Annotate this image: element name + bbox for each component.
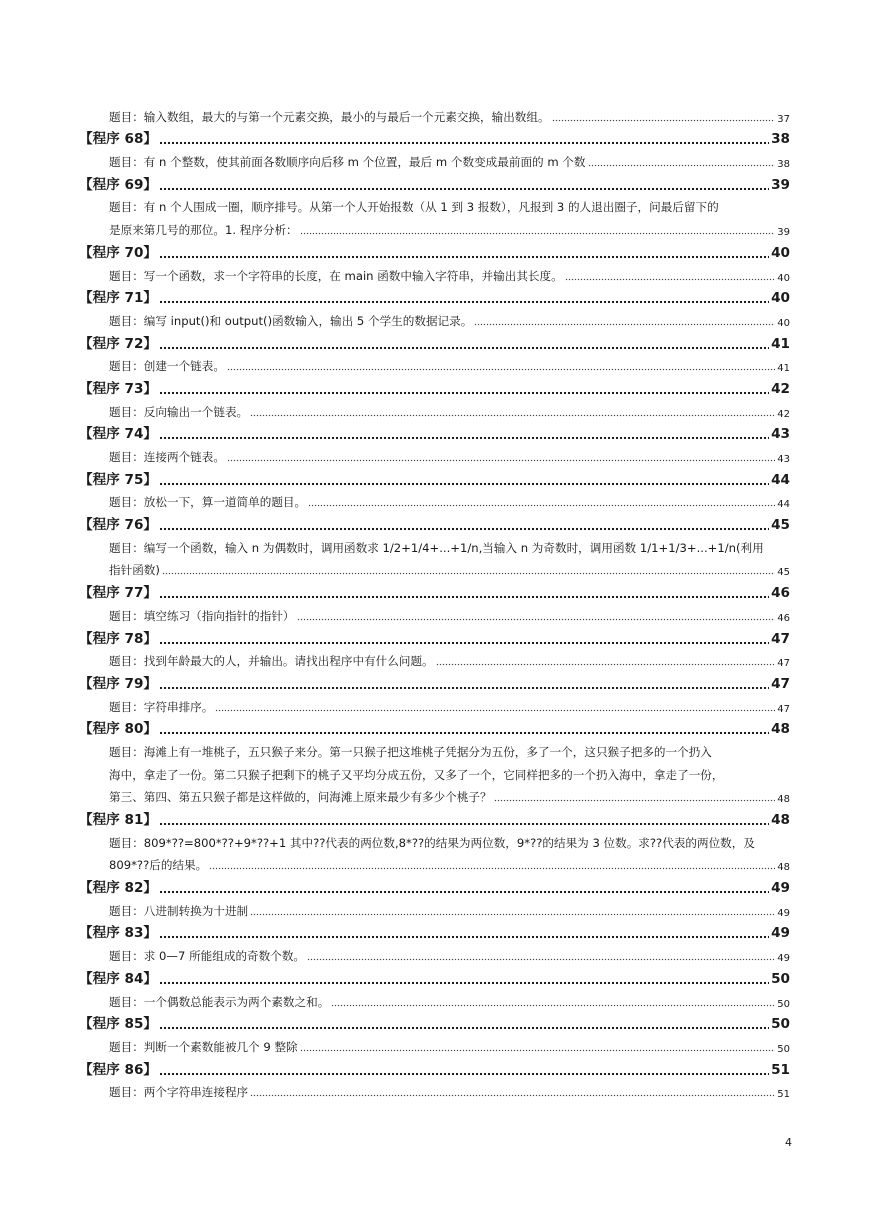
toc-entry-text: 题目：求 0—7 所能组成的奇数个数。 <box>109 949 306 964</box>
dot-leader <box>308 504 775 507</box>
toc-entry[interactable] <box>109 558 790 581</box>
toc-entry[interactable] <box>109 1034 790 1057</box>
toc-page-number: 49 <box>771 925 790 942</box>
toc-page-number: 47 <box>771 675 790 692</box>
dot-leader <box>474 323 775 326</box>
dot-leader <box>250 913 775 916</box>
toc-page-number: 46 <box>771 585 790 602</box>
toc-entry[interactable] <box>109 898 790 921</box>
toc-entry-text: 题目：有 n 个人围成一圈，顺序排号。从第一个人开始报数（从 1 到 3 报数），凡报到 3 的人退出圈子，问最后留下的 <box>109 200 719 215</box>
toc-entry[interactable] <box>109 149 790 172</box>
toc-heading-label: 【程序 70】 <box>79 244 158 261</box>
toc-page-number: 38 <box>771 131 790 148</box>
dot-leader <box>588 164 776 167</box>
dot-leader <box>159 482 769 486</box>
dot-leader <box>307 958 775 961</box>
dot-leader <box>250 414 775 417</box>
dot-leader <box>331 1004 775 1007</box>
toc-heading[interactable] <box>79 1012 790 1035</box>
toc-entry[interactable] <box>109 739 790 762</box>
toc-entry-text: 题目：判断一个素数能被几个 9 整除 <box>109 1039 298 1054</box>
toc-heading-label: 【程序 79】 <box>79 675 158 692</box>
toc-heading[interactable] <box>79 626 790 649</box>
toc-entry[interactable] <box>109 217 790 240</box>
toc-page-number: 49 <box>777 907 790 919</box>
dot-leader <box>159 641 769 645</box>
toc-heading-label: 【程序 80】 <box>79 721 158 738</box>
toc-heading[interactable] <box>79 921 790 944</box>
toc-page-number: 40 <box>771 244 790 261</box>
page-number: 4 <box>785 1136 792 1149</box>
dot-leader <box>159 255 769 259</box>
toc-heading[interactable] <box>79 240 790 263</box>
toc-page-number: 40 <box>771 290 790 307</box>
toc-entry-text: 题目：编写一个函数，输入 n 为偶数时，调用函数求 1/2+1/4+...+1/n,当输入 n 为奇数时，调用函数 1/1+1/3+...+1/n(利用 <box>109 540 764 555</box>
toc-heading-label: 【程序 71】 <box>79 290 158 307</box>
dot-leader <box>159 981 769 985</box>
toc-heading[interactable] <box>79 286 790 309</box>
toc-entry[interactable] <box>109 989 790 1012</box>
toc-heading[interactable] <box>79 512 790 535</box>
toc-entry[interactable] <box>109 308 790 331</box>
toc-entry-text: 是原来第几号的那位。1. 程序分析： <box>109 223 298 238</box>
toc-heading-label: 【程序 73】 <box>79 380 158 397</box>
toc-entry-text: 题目：找到年龄最大的人，并输出。请找出程序中有什么问题。 <box>109 654 434 669</box>
dot-leader <box>159 731 769 735</box>
toc-page-number: 48 <box>777 862 790 874</box>
dot-leader <box>227 368 775 371</box>
toc-page-number: 50 <box>771 1016 790 1033</box>
toc-page-number: 42 <box>771 380 790 397</box>
toc-heading[interactable] <box>79 717 790 740</box>
toc-entry-text: 第三、第四、第五只猴子都是这样做的，问海滩上原来最少有多少个桃子？ <box>109 790 492 805</box>
table-of-contents <box>0 104 869 1102</box>
toc-page-number: 40 <box>777 317 790 329</box>
toc-entry-text: 题目：创建一个链表。 <box>109 359 225 374</box>
toc-page-number: 37 <box>777 113 790 125</box>
toc-entry[interactable] <box>109 490 790 513</box>
toc-page-number: 50 <box>777 998 790 1010</box>
dot-leader <box>159 527 769 531</box>
toc-entry-text: 题目：反向输出一个链表。 <box>109 404 249 419</box>
dot-leader <box>159 686 769 690</box>
toc-heading[interactable] <box>79 807 790 830</box>
toc-entry[interactable] <box>109 104 790 127</box>
toc-page-number: 48 <box>777 794 790 806</box>
dot-leader <box>159 822 769 826</box>
toc-entry[interactable] <box>109 603 790 626</box>
toc-entry-text: 题目：连接两个链表。 <box>109 450 225 464</box>
toc-entry[interactable] <box>109 830 790 853</box>
toc-heading[interactable] <box>79 1057 790 1080</box>
toc-heading-label: 【程序 78】 <box>79 630 158 647</box>
toc-page-number: 47 <box>777 703 790 715</box>
toc-entry-text: 题目：两个字符串连接程序 <box>109 1085 249 1100</box>
dot-leader <box>209 867 775 870</box>
toc-entry-text: 题目：填空练习（指向指针的指针） <box>109 608 295 623</box>
toc-heading-label: 【程序 74】 <box>79 426 158 443</box>
toc-heading[interactable] <box>79 127 790 150</box>
toc-heading[interactable] <box>79 671 790 694</box>
toc-entry[interactable] <box>109 1080 790 1103</box>
toc-heading-label: 【程序 85】 <box>79 1016 158 1033</box>
toc-heading-label: 【程序 86】 <box>79 1061 158 1078</box>
toc-entry-text: 题目：编写 input()和 output()函数输入，输出 5 个学生的数据记录。 <box>109 313 473 328</box>
toc-heading[interactable] <box>79 875 790 898</box>
toc-heading-label: 【程序 82】 <box>79 880 158 897</box>
dot-leader <box>159 300 769 304</box>
toc-entry-text: 题目：放松一下，算一道简单的题目。 <box>109 495 307 510</box>
toc-page-number: 49 <box>777 953 790 965</box>
dot-leader <box>565 278 776 281</box>
toc-heading[interactable] <box>79 331 790 354</box>
toc-entry-text: 题目：一个偶数总能表示为两个素数之和。 <box>109 994 330 1009</box>
toc-entry-text: 题目：海滩上有一堆桃子，五只猴子来分。第一只猴子把这堆桃子凭据分为五份，多了一个，这只猴子把多的一个扔入 <box>109 744 712 759</box>
toc-heading-label: 【程序 83】 <box>79 925 158 942</box>
toc-page-number: 41 <box>777 363 790 375</box>
toc-page-number: 50 <box>777 1043 790 1055</box>
toc-page-number: 46 <box>777 612 790 624</box>
toc-heading-label: 【程序 75】 <box>79 471 158 488</box>
toc-page-number: 51 <box>771 1061 790 1078</box>
toc-page-number: 49 <box>771 880 790 897</box>
toc-heading-label: 【程序 81】 <box>79 812 158 828</box>
toc-page-number: 43 <box>771 426 790 443</box>
toc-page-number: 44 <box>771 471 790 488</box>
toc-heading-label: 【程序 72】 <box>79 335 158 352</box>
toc-page-number: 50 <box>771 970 790 987</box>
toc-page-number: 39 <box>771 176 790 193</box>
toc-entry-text: 题目：字符串排序。 <box>109 699 214 714</box>
toc-entry-text: 题目：有 n 个整数，使其前面各数顺序向后移 m 个位置，最后 m 个数变成最前面的 m 个数 <box>109 155 586 170</box>
toc-entry-text: 题目：写一个函数，求一个字符串的长度，在 main 函数中输入字符串，并输出其长度。 <box>109 268 563 283</box>
dot-leader <box>250 1094 775 1097</box>
dot-leader <box>159 935 769 939</box>
toc-heading-label: 【程序 77】 <box>79 585 158 602</box>
dot-leader <box>159 1072 769 1076</box>
dot-leader <box>162 572 775 575</box>
toc-heading[interactable] <box>79 966 790 989</box>
toc-page-number: 45 <box>771 517 790 534</box>
toc-page-number: 39 <box>777 227 790 239</box>
dot-leader <box>159 595 769 599</box>
toc-entry[interactable] <box>109 943 790 966</box>
toc-entry-text: 题目：输入数组，最大的与第一个元素交换，最小的与最后一个元素交换，输出数组。 <box>109 109 550 124</box>
toc-heading[interactable] <box>79 172 790 195</box>
toc-entry-text: 海中，拿走了一份。第二只猴子把剩下的桃子又平均分成五份，又多了一个，它同样把多的一个扔入海中，拿走了一份， <box>109 767 724 782</box>
toc-page-number: 48 <box>771 812 790 828</box>
dot-leader <box>552 119 776 122</box>
toc-page-number: 45 <box>777 567 790 579</box>
toc-entry[interactable] <box>109 649 790 672</box>
dot-leader <box>227 459 775 462</box>
toc-entry[interactable] <box>109 535 790 558</box>
toc-entry[interactable] <box>109 399 790 422</box>
dot-leader <box>159 436 769 440</box>
toc-entry[interactable] <box>109 263 790 286</box>
toc-page-number: 43 <box>777 454 790 465</box>
toc-heading[interactable] <box>79 422 790 445</box>
dot-leader <box>159 346 769 350</box>
dot-leader <box>297 618 776 621</box>
toc-page-number: 40 <box>777 272 790 284</box>
toc-page-number: 47 <box>777 658 790 670</box>
toc-entry[interactable] <box>109 195 790 218</box>
dot-leader <box>300 232 776 235</box>
toc-entry-text: 809*??后的结果。 <box>109 858 208 873</box>
dot-leader <box>159 141 769 145</box>
toc-page-number: 47 <box>771 630 790 647</box>
toc-heading-label: 【程序 76】 <box>79 517 158 534</box>
toc-entry[interactable] <box>109 694 790 717</box>
toc-page-number: 38 <box>777 159 790 171</box>
toc-entry-text: 题目：809*??=800*??+9*??+1 其中??代表的两位数,8*??的结果为两位数，9*??的结果为 3 位数。求??代表的两位数，及 <box>109 835 755 850</box>
dot-leader <box>436 663 776 666</box>
toc-heading-label: 【程序 69】 <box>79 176 158 193</box>
toc-heading[interactable] <box>79 376 790 399</box>
toc-page-number: 44 <box>777 499 790 511</box>
toc-entry-text: 指针函数) <box>109 563 160 578</box>
toc-page-number: 51 <box>777 1089 790 1101</box>
dot-leader <box>159 890 769 894</box>
dot-leader <box>300 1049 776 1052</box>
dot-leader <box>159 391 769 395</box>
dot-leader <box>159 187 769 191</box>
toc-page-number: 41 <box>771 335 790 352</box>
dot-leader <box>494 799 776 802</box>
toc-page-number: 48 <box>771 721 790 738</box>
toc-entry-text: 题目：八进制转换为十进制 <box>109 903 249 918</box>
dot-leader <box>215 709 775 712</box>
toc-heading[interactable] <box>79 467 790 490</box>
dot-leader <box>159 1026 769 1030</box>
toc-entry[interactable] <box>109 444 790 467</box>
toc-heading-label: 【程序 84】 <box>79 970 158 987</box>
toc-entry[interactable] <box>109 785 790 808</box>
toc-entry[interactable] <box>109 762 790 785</box>
toc-heading[interactable] <box>79 580 790 603</box>
toc-page-number: 42 <box>777 408 790 420</box>
toc-entry[interactable] <box>109 853 790 876</box>
toc-heading-label: 【程序 68】 <box>79 131 158 148</box>
toc-entry[interactable] <box>109 354 790 377</box>
